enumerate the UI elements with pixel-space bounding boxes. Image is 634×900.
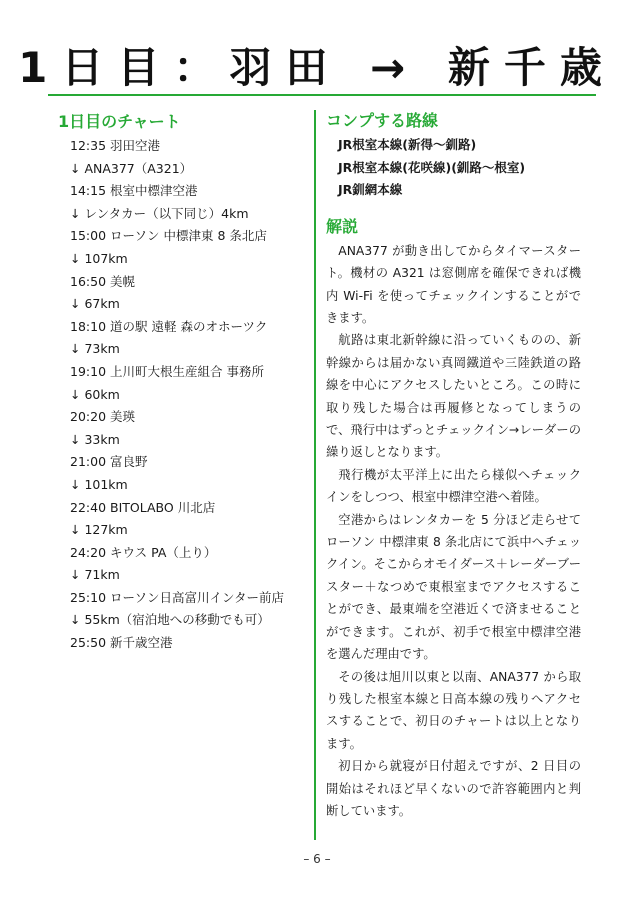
route-item: JR根室本線(新得〜釧路) xyxy=(338,137,477,152)
explanation-heading: 解説 xyxy=(326,216,359,236)
chart-item: 24:20 キウス PA（上り） xyxy=(70,544,217,560)
chart-list xyxy=(58,135,308,655)
route-list xyxy=(326,134,581,202)
chart-item: 25:50 新千歳空港 xyxy=(70,635,173,651)
chart-item: ↓ 73km xyxy=(70,341,120,357)
chart-heading: 1日目のチャート xyxy=(58,112,181,131)
chart-item: ↓ 127km xyxy=(70,522,128,538)
chart-item: 12:35 羽田空港 xyxy=(70,138,160,153)
route-item: JR根室本線(花咲線)(釧路〜根室) xyxy=(338,159,526,175)
route-item: JR釧網本線 xyxy=(338,182,403,198)
chart-item: 25:10 ローソン日高富川インター前店 xyxy=(70,589,284,605)
page-number: – 6 – xyxy=(303,852,331,866)
chart-item: 19:10 上川町大根生産組合 事務所 xyxy=(70,363,264,379)
chart-item: ↓ レンタカー（以下同じ）4km xyxy=(70,205,249,221)
explanation-paragraph: 空港からはレンタカーを 5 分ほど走らせてローソン 中標津東 8 条北店にて浜中へチェックイン。そこからオモイダース＋レーダーブースター＋なつめで東根室までアクセスすることができ、最東端を空港近くで済ませることができます。これが、初手で根室中標津空港を選んだ理由です。 xyxy=(326,512,581,662)
title-underline xyxy=(48,94,596,96)
chart-item: ↓ 71km xyxy=(70,567,120,583)
notes-column xyxy=(326,108,581,822)
chart-item: 21:00 富良野 xyxy=(70,454,148,470)
chart-item: 20:20 美瑛 xyxy=(70,409,135,425)
chart-item: ↓ 33km xyxy=(70,431,120,447)
explanation-paragraph: ANA377 が動き出してからタイマースタート。機材の A321 は窓側席を確保できれば機内 Wi-Fi を使ってチェックインすることができます。 xyxy=(326,243,581,325)
chart-item: ↓ ANA377（A321） xyxy=(70,160,193,176)
chart-item: 16:50 美幌 xyxy=(70,273,135,289)
chart-item: ↓ 101km xyxy=(70,476,128,492)
chart-item: 15:00 ローソン 中標津東 8 条北店 xyxy=(70,228,267,244)
explanation-paragraph: 初日から就寝が日付超えですが、2 日目の開始はそれほど早くないので許容範囲内と判断しています。 xyxy=(326,759,581,818)
column-divider xyxy=(314,110,316,840)
chart-item: 18:10 道の駅 遠軽 森のオホーツク xyxy=(70,318,268,334)
explanation-paragraph: その後は旭川以東と以南、ANA377 から取り残した根室本線と日高本線の残りへアクセスすることで、初日のチャートは以上となります。 xyxy=(326,669,581,751)
chart-column xyxy=(58,109,308,655)
routes-heading: コンプする路線 xyxy=(326,111,439,130)
page-title: 1日目：羽田 → 新千歳 xyxy=(18,43,616,92)
chart-item: ↓ 55km（宿泊地への移動でも可） xyxy=(70,612,270,628)
chart-item: 14:15 根室中標津空港 xyxy=(70,183,198,199)
chart-item: ↓ 107km xyxy=(70,250,128,266)
chart-item: 22:40 BITOLABO 川北店 xyxy=(70,499,216,515)
chart-item: ↓ 60km xyxy=(70,386,120,402)
chart-item: ↓ 67km xyxy=(70,296,120,312)
explanation-paragraph: 飛行機が太平洋上に出たら様似へチェックインをしつつ、根室中標津空港へ着陸。 xyxy=(326,467,581,505)
explanation-body xyxy=(326,240,581,823)
explanation-paragraph: 航路は東北新幹線に沿っていくものの、新幹線からは届かない真岡鐵道や三陸鉄道の路線を中心にアクセスしたいところ。この時に取り残した場合は再履修となってしまうので、飛行中はずっとチェックイン→レーダーの繰り返しとなります。 xyxy=(326,333,581,460)
